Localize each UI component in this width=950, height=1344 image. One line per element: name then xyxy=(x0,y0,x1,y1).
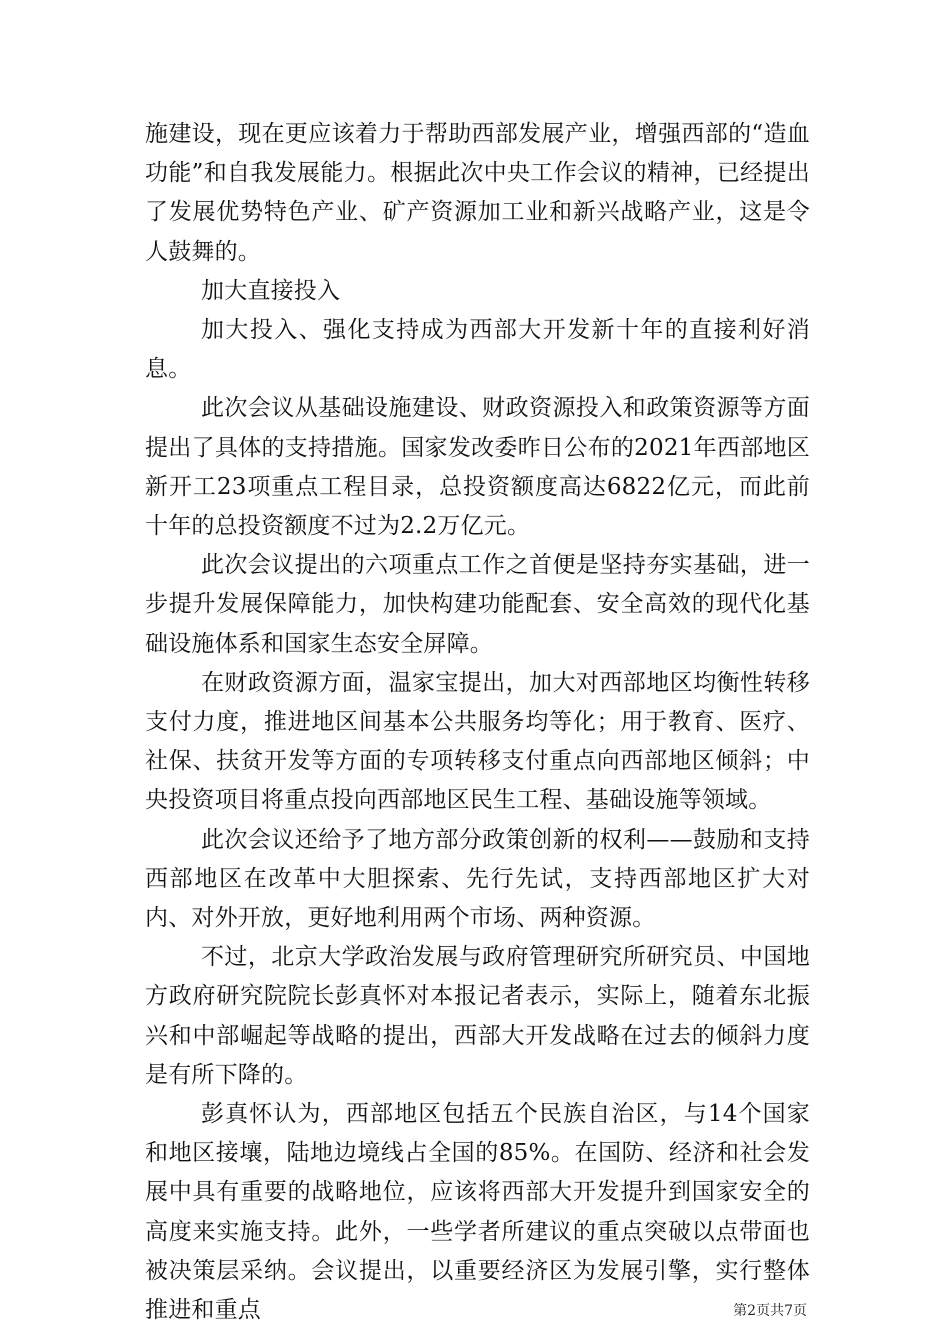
paragraph: 在财政资源方面，温家宝提出，加大对西部地区均衡性转移支付力度，推进地区间基本公共服务均等化；用于教育、医疗、社保、扶贫开发等方面的专项转移支付重点向西部地区倾斜；中央投资项目将重点投向西部地区民生工程、基础设施等领域。 xyxy=(145,669,810,814)
page-number-label: 第2页共7页 xyxy=(733,1303,807,1319)
paragraph: 彭真怀认为，西部地区包括五个民族自治区，与14个国家和地区接壤，陆地边境线占全国的85%。在国防、经济和社会发展中具有重要的战略地位，应该将西部大开发提升到国家安全的高度来实施支持。此外，一些学者所建议的重点突破以点带面也被决策层采纳。会议提出，以重要经济区为发展引擎，实行整体推进和重点 xyxy=(145,1101,810,1324)
page-number-footer xyxy=(733,1302,807,1320)
section-heading: 加大直接投入 xyxy=(201,277,341,304)
paragraph: 加大投入、强化支持成为西部大开发新十年的直接利好消息。 xyxy=(145,317,810,383)
paragraph: 此次会议还给予了地方部分政策创新的权利——鼓励和支持西部地区在改革中大胆探索、先行先试，支持西部地区扩大对内、对外开放，更好地利用两个市场、两种资源。 xyxy=(145,826,810,932)
paragraph-continuation: 施建设，现在更应该着力于帮助西部发展产业，增强西部的“造血功能”和自我发展能力。根据此次中央工作会议的精神，已经提出了发展优势特色产业、矿产资源加工业和新兴战略产业，这是令人鼓舞的。 xyxy=(145,121,810,265)
paragraph: 不过，北京大学政治发展与政府管理研究所研究员、中国地方政府研究院院长彭真怀对本报记者表示，实际上，随着东北振兴和中部崛起等战略的提出，西部大开发战略在过去的倾斜力度是有所下降的。 xyxy=(145,944,810,1088)
paragraph: 此次会议从基础设施建设、财政资源投入和政策资源等方面提出了具体的支持措施。国家发改委昨日公布的2021年西部地区新开工23项重点工程目录，总投资额度高达6822亿元，而此前十年的总投资额度不过为2.2万亿元。 xyxy=(145,395,810,540)
document-body xyxy=(145,115,810,1330)
paragraph: 此次会议提出的六项重点工作之首便是坚持夯实基础，进一步提升发展保障能力，加快构建功能配套、安全高效的现代化基础设施体系和国家生态安全屏障。 xyxy=(145,552,810,657)
